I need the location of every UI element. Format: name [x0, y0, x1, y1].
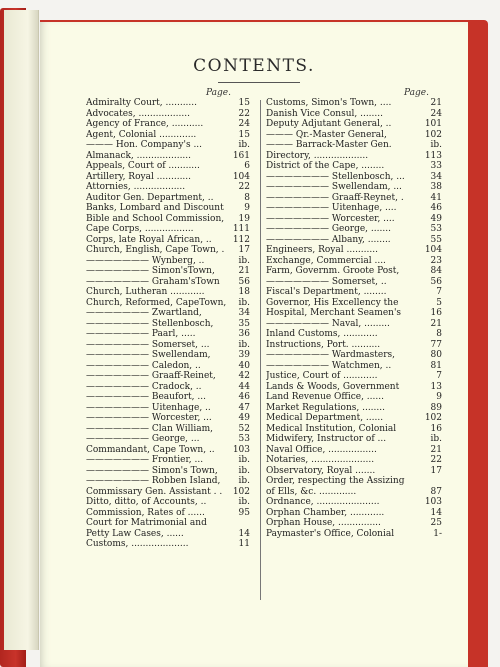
entry-page-number: 25 [430, 518, 442, 528]
entry-page-number: 87 [430, 486, 442, 497]
entry-page-number: 18 [238, 287, 250, 297]
entry-page-number: 22 [238, 182, 250, 192]
entry-label: Paymaster's Office, Colonial [266, 528, 395, 539]
entry-label: District of the Cape, ........ [266, 161, 385, 171]
contents-entry [266, 445, 442, 456]
contents-entry [266, 403, 442, 414]
entry-page-number: 14 [430, 507, 442, 518]
entry-label: ——————— Watchmen, .. [266, 360, 392, 371]
entry-label: ——————— Beaufort, ... [86, 392, 206, 402]
entry-page-number: 111 [232, 224, 250, 234]
contents-entry [266, 235, 442, 246]
entry-page-number: 56 [238, 276, 250, 287]
contents-entry [86, 350, 250, 361]
contents-entry [86, 119, 250, 130]
entry-page-number: 9 [436, 392, 442, 402]
contents-entry [86, 214, 250, 225]
contents-entry [86, 508, 250, 519]
contents-entry [266, 224, 442, 235]
entry-page-number: 1- [433, 528, 442, 539]
contents-entry [266, 424, 442, 435]
page-title: CONTENTS. [193, 56, 315, 76]
entry-page-number: ib. [238, 497, 250, 507]
entry-label: Appeals, Court of ........... [86, 161, 200, 171]
entry-page-number: 5 [436, 297, 442, 308]
entry-label: ——————— Stellenbosch, [86, 318, 214, 329]
entry-page-number: 55 [430, 234, 442, 245]
entry-page-number: 49 [238, 413, 250, 423]
entry-page-number: 24 [238, 119, 250, 129]
contents-entry [86, 224, 250, 235]
contents-right-column [266, 98, 442, 539]
entry-label: ——— Barrack-Master Gen. [266, 140, 392, 150]
contents-entry [86, 98, 250, 109]
entry-page-number: 16 [430, 308, 442, 318]
entry-label: Corps, late Royal African, .. [86, 234, 212, 245]
entry-label: Instructions, Port. .......... [266, 339, 381, 350]
contents-entry [266, 98, 442, 109]
page-header-right: Page. [404, 88, 429, 98]
contents-entry [86, 497, 250, 508]
entry-page-number: 34 [430, 171, 442, 182]
contents-entry [86, 298, 250, 309]
contents-entry [86, 329, 250, 340]
entry-page-number: 52 [238, 423, 250, 434]
contents-entry [266, 340, 442, 351]
entry-label: Market Regulations, ........ [266, 402, 385, 413]
entry-label: Commission, Rates of ...... [86, 507, 205, 518]
entry-label: Admiralty Court, ........... [86, 98, 197, 108]
contents-entry [266, 497, 442, 508]
entry-page-number: 22 [430, 455, 442, 465]
contents-entry [86, 529, 250, 540]
entry-page-number: 81 [430, 360, 442, 371]
entry-label: ——————— Uitenhage, .. [86, 402, 211, 413]
contents-entry [86, 319, 250, 330]
entry-page-number: 15 [238, 129, 250, 140]
contents-entry [266, 203, 442, 214]
entry-label: Orphan House, ............... [266, 518, 381, 528]
entry-label: ——————— Clan William, [86, 423, 214, 434]
contents-entry [266, 193, 442, 204]
contents-page [40, 22, 468, 667]
entry-label: ——————— Somerset, .. [266, 276, 387, 287]
entry-page-number: 42 [238, 371, 250, 381]
entry-page-number: 11 [238, 539, 250, 549]
entry-label: ——————— Worcester, .... [266, 213, 395, 224]
entry-label: Attornies, .................. [86, 182, 186, 192]
entry-page-number: 113 [424, 150, 442, 161]
contents-entry [86, 109, 250, 120]
entry-label: ——— Hon. Company's ... [86, 140, 203, 150]
entry-page-number: 17 [430, 465, 442, 476]
entry-label: ——————— Swellendam, ... [266, 182, 402, 192]
contents-entry [266, 109, 442, 120]
contents-entry [86, 245, 250, 256]
contents-entry [86, 172, 250, 183]
entry-label: ——————— Uitenhage, .... [266, 203, 397, 213]
entry-page-number: 112 [232, 234, 250, 245]
entry-label: ——————— Stellenbosch, ... [266, 171, 405, 182]
contents-entry [86, 539, 250, 550]
entry-label: Land Revenue Office, ...... [266, 392, 384, 402]
entry-page-number: 95 [238, 507, 250, 518]
entry-page-number: 21 [430, 98, 442, 108]
contents-entry [86, 308, 250, 319]
entry-page-number: 9 [244, 203, 250, 213]
entry-page-number: 53 [238, 434, 250, 444]
contents-entry [86, 287, 250, 298]
entry-page-number: ib. [238, 140, 250, 150]
entry-label: Directory, ................... [266, 150, 369, 161]
entry-page-number: 53 [430, 224, 442, 234]
entry-page-number: 46 [430, 203, 442, 213]
contents-entry [266, 308, 442, 319]
column-divider [260, 100, 261, 600]
entry-label: ——————— Caledon, .. [86, 360, 201, 371]
entry-page-number: 77 [430, 339, 442, 350]
contents-entry [266, 392, 442, 403]
contents-entry [266, 214, 442, 225]
entry-page-number: 89 [430, 402, 442, 413]
entry-label: ——————— Paarl, ..... [86, 329, 196, 339]
entry-label: Inland Customs, ............ [266, 329, 378, 339]
contents-entry [266, 161, 442, 172]
entry-label: Auditor Gen. Department, .. [86, 192, 214, 203]
entry-label: Cape Corps, ................. [86, 224, 194, 234]
entry-page-number: 6 [244, 161, 250, 171]
entry-page-number: ib. [238, 465, 250, 476]
entry-label: Governor, His Excellency the [266, 297, 399, 308]
entry-page-number: 41 [430, 192, 442, 203]
entry-page-number: 7 [436, 287, 442, 297]
entry-page-number: 49 [430, 213, 442, 224]
entry-page-number: 161 [232, 150, 250, 161]
entry-page-number: 56 [430, 276, 442, 287]
entry-label: ——————— Somerset, ... [86, 339, 210, 350]
contents-entry [86, 256, 250, 267]
entry-page-number: 23 [430, 255, 442, 266]
entry-label: ——————— Cradock, .. [86, 381, 202, 392]
entry-label: Customs, Simon's Town, .... [266, 98, 392, 108]
entry-label: Medical Department, ...... [266, 413, 384, 423]
entry-page-number: 103 [232, 444, 250, 455]
entry-page-number: ib. [430, 140, 442, 150]
contents-entry [86, 424, 250, 435]
entry-label: ——————— Wynberg, .. [86, 255, 205, 266]
entry-page-number: 8 [244, 192, 250, 203]
entry-label: Danish Vice Consul, ........ [266, 108, 383, 119]
contents-entry [266, 266, 442, 277]
entry-page-number: 19 [238, 213, 250, 224]
entry-label: Notaries, ...................... [266, 455, 375, 465]
entry-page-number: 104 [424, 245, 442, 255]
entry-label: ——————— Simon's Town, [86, 465, 218, 476]
entry-label: ——————— Robben Island, [86, 476, 221, 486]
contents-entry [266, 350, 442, 361]
entry-label: Medical Institution, Colonial [266, 423, 397, 434]
entry-label: Customs, .................... [86, 539, 189, 549]
entry-page-number: 103 [424, 497, 442, 507]
entry-label: Engineers, Royal ........... [266, 245, 378, 255]
entry-page-number: 21 [238, 266, 250, 276]
contents-left-column [86, 98, 250, 550]
contents-entry [266, 245, 442, 256]
entry-label: ——————— Worcester, ... [86, 413, 212, 423]
entry-label: ——————— Graaff-Reynet, . [266, 192, 404, 203]
contents-entry [266, 529, 442, 540]
entry-page-number: 24 [430, 108, 442, 119]
entry-page-number: ib. [238, 255, 250, 266]
contents-entry [266, 455, 442, 466]
entry-label: of Ells, &c. ............. [266, 486, 357, 497]
entry-label: Ordnance, ...................... [266, 497, 380, 507]
entry-page-number: 7 [436, 371, 442, 381]
entry-label: Agency of France, ........... [86, 119, 204, 129]
entry-page-number: 102 [424, 129, 442, 140]
contents-entry [266, 182, 442, 193]
entry-label: Church, Lutheran ............ [86, 287, 205, 297]
entry-page-number: 15 [238, 98, 250, 108]
entry-label: Farm, Governm. Groote Post, [266, 266, 400, 276]
entry-label: ——————— George, ....... [266, 224, 391, 234]
contents-entry [86, 151, 250, 162]
entry-label: Naval Office, ................. [266, 444, 377, 455]
entry-label: Agent, Colonial ............. [86, 129, 197, 140]
contents-entry [266, 476, 442, 487]
contents-entry [86, 403, 250, 414]
contents-entry [266, 256, 442, 267]
entry-label: Lands & Woods, Government [266, 381, 400, 392]
entry-label: ——— Qr.-Master General, [266, 129, 387, 140]
contents-entry [266, 413, 442, 424]
contents-entry [266, 518, 442, 529]
contents-entry [86, 445, 250, 456]
entry-label: Church, English, Cape Town, . [86, 245, 225, 255]
entry-page-number [428, 476, 442, 487]
contents-entry [86, 476, 250, 487]
contents-entry [86, 140, 250, 151]
entry-page-number: 84 [430, 266, 442, 276]
contents-entry [86, 466, 250, 477]
contents-entry [86, 161, 250, 172]
entry-page-number: 102 [232, 486, 250, 497]
entry-label: Bible and School Commission, [86, 213, 225, 224]
entry-page-number [236, 518, 250, 529]
entry-page-number: 14 [238, 528, 250, 539]
contents-entry [86, 130, 250, 141]
entry-page-number: 22 [238, 108, 250, 119]
entry-label: ——————— George, ... [86, 434, 200, 444]
entry-label: ——————— Wardmasters, [266, 350, 396, 360]
entry-page-number: 36 [238, 329, 250, 339]
contents-entry [86, 182, 250, 193]
contents-entry [266, 298, 442, 309]
entry-label: ——————— Zwartland, [86, 308, 202, 318]
contents-entry [86, 277, 250, 288]
contents-entry [86, 371, 250, 382]
contents-entry [266, 371, 442, 382]
entry-page-number: 39 [238, 350, 250, 360]
entry-label: Petty Law Cases, ...... [86, 528, 184, 539]
entry-page-number: 44 [238, 381, 250, 392]
contents-entry [266, 329, 442, 340]
contents-entry [86, 340, 250, 351]
entry-label: ——————— Swellendam, [86, 350, 211, 360]
contents-entry [266, 140, 442, 151]
entry-page-number: 38 [430, 182, 442, 192]
contents-entry [266, 508, 442, 519]
entry-label: Commandant, Cape Town, .. [86, 444, 215, 455]
contents-entry [86, 203, 250, 214]
contents-entry [266, 382, 442, 393]
title-rule [218, 82, 300, 83]
entry-label: Court for Matrimonial and [86, 518, 207, 528]
entry-label: Orphan Chamber, ............ [266, 507, 385, 518]
page-header-left: Page. [206, 88, 231, 98]
entry-label: Banks, Lombard and Discount [86, 203, 224, 213]
entry-label: Order, respecting the Assizing [266, 476, 405, 486]
entry-page-number: ib. [238, 339, 250, 350]
entry-page-number: 104 [232, 171, 250, 182]
entry-label: Fiscal's Department, ........ [266, 287, 387, 297]
contents-entry [86, 455, 250, 466]
contents-entry [266, 466, 442, 477]
contents-entry [266, 487, 442, 498]
entry-page-number: 16 [430, 423, 442, 434]
entry-label: ——————— Graaff-Reinet, [86, 371, 216, 381]
entry-label: Observatory, Royal ....... [266, 465, 376, 476]
contents-entry [86, 266, 250, 277]
entry-label: Justice, Court of ............ [266, 371, 378, 381]
left-page-edge [4, 10, 39, 650]
entry-page-number: ib. [430, 434, 442, 444]
entry-page-number: 80 [430, 350, 442, 360]
entry-label: Church, Reformed, CapeTown, [86, 297, 227, 308]
entry-page-number: ib. [238, 297, 250, 308]
entry-label: Hospital, Merchant Seamen's [266, 308, 402, 318]
entry-page-number: 40 [238, 360, 250, 371]
entry-page-number: 47 [238, 402, 250, 413]
contents-entry [86, 487, 250, 498]
contents-entry [86, 235, 250, 246]
contents-entry [86, 382, 250, 393]
entry-page-number: 8 [436, 329, 442, 339]
entry-page-number: 46 [238, 392, 250, 402]
contents-entry [266, 172, 442, 183]
entry-page-number: 33 [430, 161, 442, 171]
entry-label: ——————— Albany, ........ [266, 234, 391, 245]
entry-page-number: 101 [424, 119, 442, 129]
entry-label: Midwifery, Instructor of ... [266, 434, 387, 444]
entry-page-number: 35 [238, 318, 250, 329]
entry-page-number: 34 [238, 308, 250, 318]
entry-page-number: ib. [238, 455, 250, 465]
contents-entry [266, 277, 442, 288]
contents-entry [266, 361, 442, 372]
contents-entry [266, 130, 442, 141]
entry-page-number: 13 [430, 381, 442, 392]
contents-entry [266, 119, 442, 130]
contents-entry [266, 434, 442, 445]
entry-label: ——————— Frontier, ... [86, 455, 204, 465]
entry-label: Almanack, ................... [86, 150, 192, 161]
contents-entry [266, 151, 442, 162]
entry-label: Artillery, Royal ............ [86, 171, 192, 182]
contents-entry [86, 193, 250, 204]
contents-entry [86, 361, 250, 372]
contents-entry [266, 287, 442, 298]
entry-label: ——————— Simon'sTown, [86, 266, 215, 276]
contents-entry [86, 392, 250, 403]
entry-page-number: 102 [424, 413, 442, 423]
entry-label: ——————— Graham'sTown [86, 276, 220, 287]
contents-entry [266, 319, 442, 330]
entry-label: Ditto, ditto, of Accounts, .. [86, 497, 207, 507]
entry-page-number: 21 [430, 318, 442, 329]
entry-page-number: 21 [430, 444, 442, 455]
entry-label: Exchange, Commercial .... [266, 255, 386, 266]
entry-label: Advocates, .................. [86, 108, 190, 119]
entry-page-number: 17 [238, 245, 250, 255]
entry-label: Deputy Adjutant General, .. [266, 119, 392, 129]
entry-label: Commissary Gen. Assistant . . [86, 486, 223, 497]
contents-entry [86, 413, 250, 424]
entry-page-number: ib. [238, 476, 250, 486]
contents-entry [86, 518, 250, 529]
contents-entry [86, 434, 250, 445]
entry-label: ——————— Naval, ......... [266, 318, 390, 329]
